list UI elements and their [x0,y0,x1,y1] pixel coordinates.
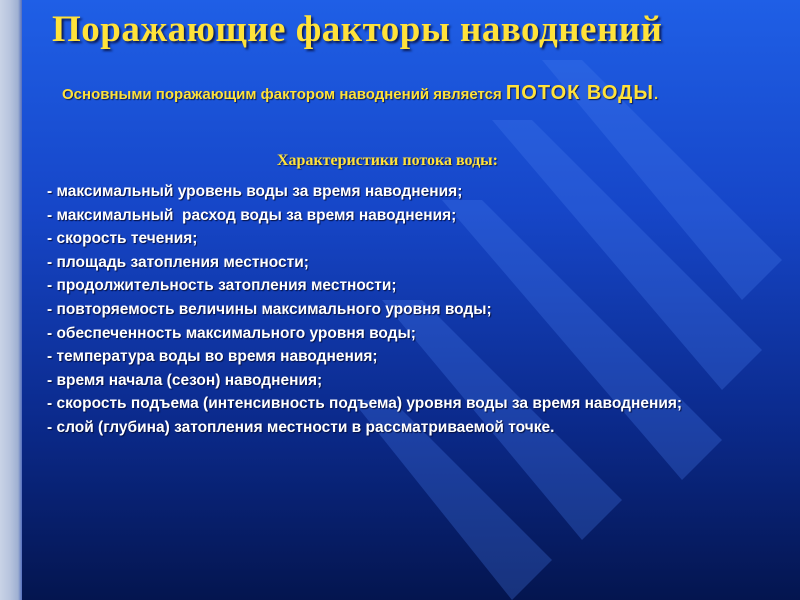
list-item: - скорость подъема (интенсивность подъема) уровня воды за время наводнения; [47,395,683,413]
list-item: - обеспеченность максимального уровня воды; [47,324,416,342]
subtitle-suffix: . [653,86,659,103]
characteristics-heading: Характеристики потока воды: [277,152,498,169]
subtitle-prefix: Основными поражающим фактором наводнений является [62,86,506,103]
list-item: - время начала (сезон) наводнения; [47,371,323,389]
list-item: - максимальный расход воды за время наводнения; [47,206,457,224]
slide-title: Поражающие факторы наводнений [52,9,663,50]
list-item: - продолжительность затопления местности; [47,277,397,295]
list-item: - температура воды во время наводнения; [47,348,378,366]
list-item: - повторяемость величины максимального уровня воды; [47,300,492,318]
subtitle-emphasis: ПОТОК ВОДЫ [505,82,654,104]
slide [22,0,800,600]
list-item: - площадь затопления местности; [47,253,309,271]
list-item: - максимальный уровень воды за время наводнения; [47,183,463,200]
list-item: - скорость течения; [47,230,198,248]
slide-subtitle [62,82,782,105]
characteristics-list [47,180,682,440]
list-item: - слой (глубина) затопления местности в рассматриваемой точке. [47,418,555,436]
